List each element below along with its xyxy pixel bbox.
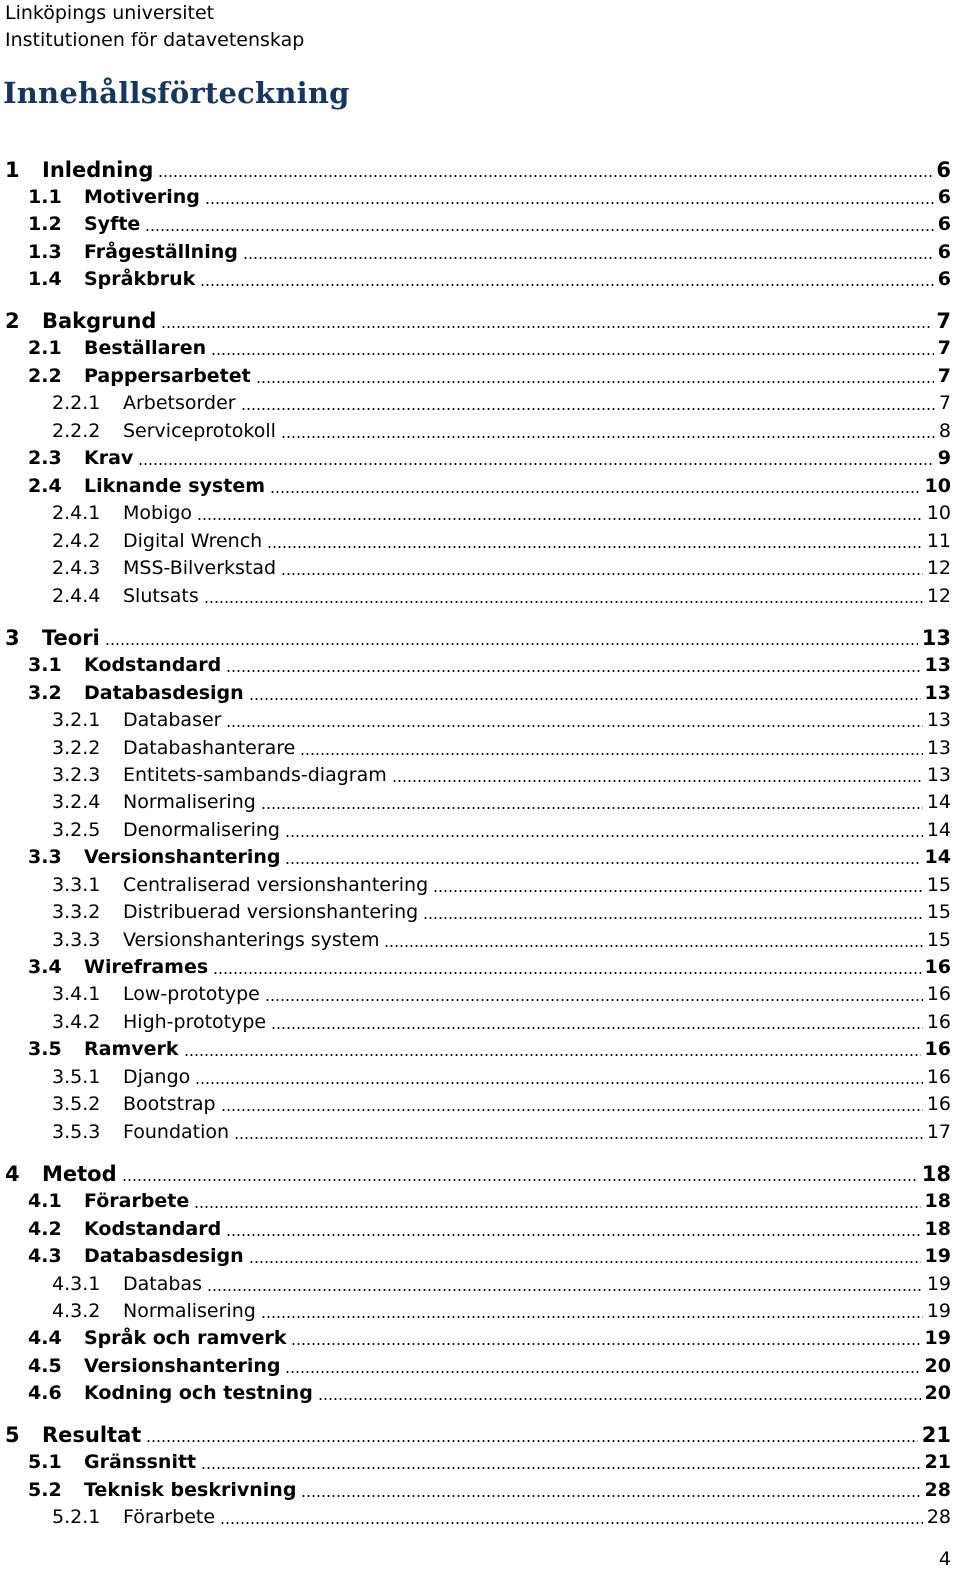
toc-entry-title: Pappersarbetet bbox=[84, 365, 251, 387]
toc-entry-page: 13 bbox=[926, 737, 951, 759]
toc-entry-page: 18 bbox=[924, 1218, 951, 1240]
toc-entry-number: 3.2.1 bbox=[52, 709, 101, 731]
dot-leader bbox=[249, 1261, 921, 1263]
toc-entry-title: Beställaren bbox=[84, 337, 207, 359]
dot-leader bbox=[433, 890, 923, 892]
toc-entry[interactable] bbox=[0, 761, 951, 788]
toc-entry-title: Django bbox=[123, 1066, 191, 1088]
toc-entry-page: 17 bbox=[926, 1121, 951, 1143]
toc-entry-title: Liknande system bbox=[84, 475, 266, 497]
toc-title: Innehållsförteckning bbox=[3, 76, 350, 110]
toc-entry[interactable] bbox=[0, 1160, 951, 1187]
toc-entry[interactable] bbox=[0, 871, 951, 898]
toc-entry-number: 2 bbox=[5, 309, 20, 333]
toc-entry-number: 3.5.2 bbox=[52, 1093, 101, 1115]
toc-entry-number: 1.3 bbox=[28, 241, 62, 263]
toc-entry-number: 3.3.2 bbox=[52, 901, 101, 923]
toc-entry-title: Arbetsorder bbox=[123, 392, 236, 414]
toc-entry-page: 8 bbox=[938, 420, 951, 442]
toc-entry-number: 4.2 bbox=[28, 1218, 62, 1240]
toc-entry-title: Serviceprotokoll bbox=[123, 420, 276, 442]
toc-entry-page: 16 bbox=[926, 1011, 951, 1033]
toc-entry-number: 4.3.2 bbox=[52, 1300, 101, 1322]
toc-entry-page: 13 bbox=[926, 764, 951, 786]
toc-entry-title: Inledning bbox=[42, 158, 154, 182]
toc-entry-title: Low-prototype bbox=[123, 983, 260, 1005]
toc-entry-number: 3.5 bbox=[28, 1038, 62, 1060]
toc-entry[interactable] bbox=[0, 1448, 951, 1475]
toc-entry[interactable] bbox=[0, 980, 951, 1007]
dot-leader bbox=[423, 917, 923, 919]
toc-entry-title: Krav bbox=[84, 447, 134, 469]
toc-entry[interactable] bbox=[0, 334, 951, 361]
toc-entry-page: 18 bbox=[924, 1190, 951, 1212]
dot-leader bbox=[194, 1206, 920, 1208]
dot-leader bbox=[243, 257, 934, 259]
dot-leader bbox=[271, 1027, 923, 1029]
toc-entry[interactable] bbox=[0, 527, 951, 554]
toc-entry-page: 15 bbox=[926, 874, 951, 896]
dot-leader bbox=[226, 725, 922, 727]
toc-entry-page: 20 bbox=[924, 1382, 951, 1404]
toc-entry-number: 4 bbox=[5, 1162, 20, 1186]
toc-entry-title: Databasdesign bbox=[84, 682, 244, 704]
toc-entry-number: 2.3 bbox=[28, 447, 62, 469]
dot-leader bbox=[200, 284, 934, 286]
toc-entry-number: 5 bbox=[5, 1423, 20, 1447]
toc-entry-page: 7 bbox=[937, 337, 951, 359]
toc-entry-page: 14 bbox=[924, 846, 951, 868]
toc-entry-number: 3.2.3 bbox=[52, 764, 101, 786]
toc-entry[interactable] bbox=[0, 679, 951, 706]
toc-entry[interactable] bbox=[0, 1035, 951, 1062]
toc-entry[interactable] bbox=[0, 651, 951, 678]
toc-entry-title: Ramverk bbox=[84, 1038, 179, 1060]
toc-entry-number: 2.2 bbox=[28, 365, 62, 387]
toc-entry-number: 2.2.2 bbox=[52, 420, 101, 442]
toc-entry-title: Databashanterare bbox=[123, 737, 296, 759]
toc-entry-page: 19 bbox=[926, 1300, 951, 1322]
toc-entry[interactable] bbox=[0, 1352, 951, 1379]
dot-leader bbox=[384, 945, 922, 947]
toc-entry-title: Normalisering bbox=[123, 791, 256, 813]
toc-entry-page: 15 bbox=[926, 929, 951, 951]
toc-entry[interactable] bbox=[0, 1421, 951, 1448]
toc-entry-page: 7 bbox=[938, 392, 951, 414]
toc-entry-page: 13 bbox=[926, 709, 951, 731]
toc-entry-number: 5.1 bbox=[28, 1451, 62, 1473]
toc-entry[interactable] bbox=[0, 444, 951, 471]
toc-entry-title: Digital Wrench bbox=[123, 530, 263, 552]
dot-leader bbox=[281, 436, 935, 438]
toc-entry-page: 16 bbox=[924, 1038, 951, 1060]
toc-entry[interactable] bbox=[0, 307, 951, 334]
toc-entry-page: 6 bbox=[937, 186, 951, 208]
dot-leader bbox=[205, 202, 934, 204]
toc-entry[interactable] bbox=[0, 1063, 951, 1090]
dot-leader bbox=[122, 1179, 918, 1181]
toc-entry-page: 13 bbox=[924, 682, 951, 704]
toc-entry-page: 6 bbox=[936, 158, 951, 182]
toc-entry-page: 15 bbox=[926, 901, 951, 923]
dot-leader bbox=[234, 1137, 923, 1139]
toc-entry-title: Motivering bbox=[84, 186, 200, 208]
toc-entry-page: 28 bbox=[924, 1479, 951, 1501]
dot-leader bbox=[281, 573, 923, 575]
toc-entry-title: Slutsats bbox=[123, 585, 199, 607]
toc-entry[interactable] bbox=[0, 472, 951, 499]
toc-entry-number: 4.5 bbox=[28, 1355, 62, 1377]
toc-entry-number: 3.3 bbox=[28, 846, 62, 868]
toc-entry-number: 3.5.1 bbox=[52, 1066, 101, 1088]
toc-entry-title: Språk och ramverk bbox=[84, 1327, 287, 1349]
toc-entry[interactable] bbox=[0, 156, 951, 183]
dot-leader bbox=[226, 670, 920, 672]
dot-leader bbox=[392, 780, 923, 782]
toc-entry-page: 16 bbox=[926, 983, 951, 1005]
toc-entry-page: 19 bbox=[924, 1245, 951, 1267]
toc-entry-number: 4.1 bbox=[28, 1190, 62, 1212]
dot-leader bbox=[211, 353, 934, 355]
toc-entry-title: Kodstandard bbox=[84, 1218, 222, 1240]
toc-entry-page: 19 bbox=[924, 1327, 951, 1349]
toc-entry-page: 14 bbox=[926, 791, 951, 813]
toc-entry-title: Syfte bbox=[84, 213, 141, 235]
toc-entry-number: 4.3 bbox=[28, 1245, 62, 1267]
toc-entry-title: Versionshantering bbox=[84, 1355, 281, 1377]
dot-leader bbox=[204, 601, 923, 603]
dot-leader bbox=[301, 1495, 920, 1497]
toc-entry[interactable] bbox=[0, 816, 951, 843]
toc-entry-page: 7 bbox=[936, 309, 951, 333]
toc-entry-number: 2.4.3 bbox=[52, 557, 101, 579]
toc-entry-title: Wireframes bbox=[84, 956, 209, 978]
toc-entry[interactable] bbox=[0, 1476, 951, 1503]
toc-entry-number: 3.2.4 bbox=[52, 791, 101, 813]
toc-entry[interactable] bbox=[0, 362, 951, 389]
dot-leader bbox=[241, 408, 935, 410]
toc-entry-number: 3.4.1 bbox=[52, 983, 101, 1005]
toc-entry-title: Databasdesign bbox=[84, 1245, 244, 1267]
toc-entry-page: 9 bbox=[937, 447, 951, 469]
dot-leader bbox=[220, 1522, 923, 1524]
toc-entry[interactable] bbox=[0, 1297, 951, 1324]
toc-entry[interactable] bbox=[0, 1118, 951, 1145]
toc-entry[interactable] bbox=[0, 1270, 951, 1297]
toc-entry[interactable] bbox=[0, 953, 951, 980]
dot-leader bbox=[138, 463, 933, 465]
toc-entry[interactable] bbox=[0, 389, 951, 416]
toc-entry[interactable] bbox=[0, 624, 951, 651]
toc-entry[interactable] bbox=[0, 183, 951, 210]
toc-entry-number: 2.4.2 bbox=[52, 530, 101, 552]
toc-entry-number: 2.1 bbox=[28, 337, 62, 359]
dot-leader bbox=[195, 1082, 923, 1084]
toc-entry-number: 3.2 bbox=[28, 682, 62, 704]
toc-entry[interactable] bbox=[0, 417, 951, 444]
toc-entry[interactable] bbox=[0, 582, 951, 609]
toc-entry-title: Bakgrund bbox=[42, 309, 157, 333]
toc-entry-number: 1 bbox=[5, 158, 20, 182]
toc-entry-title: Normalisering bbox=[123, 1300, 256, 1322]
toc-entry-page: 19 bbox=[926, 1273, 951, 1295]
toc-entry-title: Resultat bbox=[42, 1423, 142, 1447]
toc-entry[interactable] bbox=[0, 1242, 951, 1269]
toc-entry-number: 3 bbox=[5, 626, 20, 650]
toc-entry-number: 3.2.2 bbox=[52, 737, 101, 759]
toc-entry-title: Teori bbox=[42, 626, 100, 650]
dot-leader bbox=[105, 643, 918, 645]
toc-entry-title: Centraliserad versionshantering bbox=[123, 874, 429, 896]
toc-entry-title: Förarbete bbox=[123, 1506, 216, 1528]
toc-entry-title: Teknisk beskrivning bbox=[84, 1479, 297, 1501]
toc-entry[interactable] bbox=[0, 1503, 951, 1530]
toc-entry[interactable] bbox=[0, 554, 951, 581]
toc-entry-page: 6 bbox=[937, 268, 951, 290]
dot-leader bbox=[270, 491, 921, 493]
toc-entry-page: 16 bbox=[926, 1093, 951, 1115]
dot-leader bbox=[267, 546, 923, 548]
toc-entry-title: Frågeställning bbox=[84, 241, 238, 263]
dot-leader bbox=[318, 1398, 921, 1400]
toc-entry-number: 2.4 bbox=[28, 475, 62, 497]
toc-entry-title: Förarbete bbox=[84, 1190, 190, 1212]
toc-entry[interactable] bbox=[0, 734, 951, 761]
dot-leader bbox=[197, 518, 923, 520]
toc-entry-title: High-prototype bbox=[123, 1011, 267, 1033]
toc-entry-title: Versionshanterings system bbox=[123, 929, 380, 951]
toc-entry-number: 2.2.1 bbox=[52, 392, 101, 414]
toc-entry[interactable] bbox=[0, 706, 951, 733]
dot-leader bbox=[291, 1343, 920, 1345]
page-number: 4 bbox=[938, 1548, 951, 1570]
toc-entry-title: Denormalisering bbox=[123, 819, 280, 841]
toc-entry-page: 16 bbox=[924, 956, 951, 978]
toc-entry[interactable] bbox=[0, 1379, 951, 1406]
dot-leader bbox=[226, 1234, 920, 1236]
toc-entry-page: 18 bbox=[921, 1162, 951, 1186]
toc-entry-page: 21 bbox=[924, 1451, 951, 1473]
toc-entry[interactable] bbox=[0, 210, 951, 237]
toc-entry-number: 3.4 bbox=[28, 956, 62, 978]
toc-entry-page: 16 bbox=[926, 1066, 951, 1088]
toc-entry-page: 21 bbox=[921, 1423, 951, 1447]
dot-leader bbox=[201, 1467, 920, 1469]
toc-entry[interactable] bbox=[0, 1187, 951, 1214]
dot-leader bbox=[265, 999, 923, 1001]
dot-leader bbox=[261, 1316, 923, 1318]
toc-entry-page: 11 bbox=[926, 530, 951, 552]
dot-leader bbox=[158, 175, 932, 177]
toc-entry[interactable] bbox=[0, 1324, 951, 1351]
toc-entry-page: 14 bbox=[926, 819, 951, 841]
header-university: Linköpings universitet bbox=[5, 2, 215, 24]
toc-entry-page: 12 bbox=[926, 557, 951, 579]
toc-entry-title: Metod bbox=[42, 1162, 117, 1186]
toc-entry-number: 4.4 bbox=[28, 1327, 62, 1349]
toc-entry-number: 3.2.5 bbox=[52, 819, 101, 841]
toc-entry-number: 1.4 bbox=[28, 268, 62, 290]
toc-entry-number: 3.4.2 bbox=[52, 1011, 101, 1033]
dot-leader bbox=[261, 807, 923, 809]
toc-entry-number: 4.6 bbox=[28, 1382, 62, 1404]
toc-entry[interactable] bbox=[0, 499, 951, 526]
toc-entry[interactable] bbox=[0, 926, 951, 953]
toc-entry[interactable] bbox=[0, 898, 951, 925]
toc-entry-number: 5.2.1 bbox=[52, 1506, 101, 1528]
toc-entry[interactable] bbox=[0, 1090, 951, 1117]
toc-entry-title: Distribuerad versionshantering bbox=[123, 901, 419, 923]
toc-entry-title: Foundation bbox=[123, 1121, 230, 1143]
toc-entry-page: 20 bbox=[924, 1355, 951, 1377]
toc-entry-title: Kodning och testning bbox=[84, 1382, 313, 1404]
toc-entry-page: 28 bbox=[926, 1506, 951, 1528]
dot-leader bbox=[256, 381, 934, 383]
toc-entry-title: Gränssnitt bbox=[84, 1451, 197, 1473]
dot-leader bbox=[285, 862, 920, 864]
dot-leader bbox=[285, 835, 923, 837]
toc-entry-page: 13 bbox=[921, 626, 951, 650]
toc-entry-page: 6 bbox=[937, 241, 951, 263]
toc-entry-title: Mobigo bbox=[123, 502, 193, 524]
toc-entry-page: 10 bbox=[924, 475, 951, 497]
toc-entry-number: 5.2 bbox=[28, 1479, 62, 1501]
toc-entry-title: Databas bbox=[123, 1273, 202, 1295]
dot-leader bbox=[249, 698, 921, 700]
toc-entry-title: MSS-Bilverkstad bbox=[123, 557, 277, 579]
dot-leader bbox=[161, 326, 932, 328]
toc-entry-page: 12 bbox=[926, 585, 951, 607]
toc-entry-number: 1.1 bbox=[28, 186, 62, 208]
dot-leader bbox=[213, 972, 920, 974]
toc-entry[interactable] bbox=[0, 238, 951, 265]
dot-leader bbox=[300, 753, 922, 755]
toc-entry-number: 3.1 bbox=[28, 654, 62, 676]
toc-entry-number: 1.2 bbox=[28, 213, 62, 235]
toc-entry[interactable] bbox=[0, 843, 951, 870]
toc-entry-number: 3.3.3 bbox=[52, 929, 101, 951]
toc-entry-page: 10 bbox=[926, 502, 951, 524]
dot-leader bbox=[221, 1109, 923, 1111]
toc-entry-title: Språkbruk bbox=[84, 268, 196, 290]
toc-entry-page: 7 bbox=[937, 365, 951, 387]
dot-leader bbox=[145, 229, 933, 231]
toc-entry-page: 6 bbox=[937, 213, 951, 235]
toc-entry-number: 2.4.1 bbox=[52, 502, 101, 524]
toc-entry-title: Kodstandard bbox=[84, 654, 222, 676]
toc-entry-title: Databaser bbox=[123, 709, 222, 731]
toc-entry-number: 4.3.1 bbox=[52, 1273, 101, 1295]
toc-entry-title: Bootstrap bbox=[123, 1093, 216, 1115]
toc-entry[interactable] bbox=[0, 265, 951, 292]
dot-leader bbox=[184, 1054, 921, 1056]
dot-leader bbox=[285, 1371, 920, 1373]
toc-entry[interactable] bbox=[0, 788, 951, 815]
toc-entry-number: 3.5.3 bbox=[52, 1121, 101, 1143]
toc-entry-title: Versionshantering bbox=[84, 846, 281, 868]
toc-entry[interactable] bbox=[0, 1215, 951, 1242]
dot-leader bbox=[146, 1440, 917, 1442]
toc-entry-page: 13 bbox=[924, 654, 951, 676]
toc-entry-number: 2.4.4 bbox=[52, 585, 101, 607]
toc-entry-number: 3.3.1 bbox=[52, 874, 101, 896]
toc-entry[interactable] bbox=[0, 1008, 951, 1035]
header-department: Institutionen för datavetenskap bbox=[5, 29, 305, 51]
toc-entry-title: Entitets-sambands-diagram bbox=[123, 764, 387, 786]
dot-leader bbox=[207, 1289, 923, 1291]
